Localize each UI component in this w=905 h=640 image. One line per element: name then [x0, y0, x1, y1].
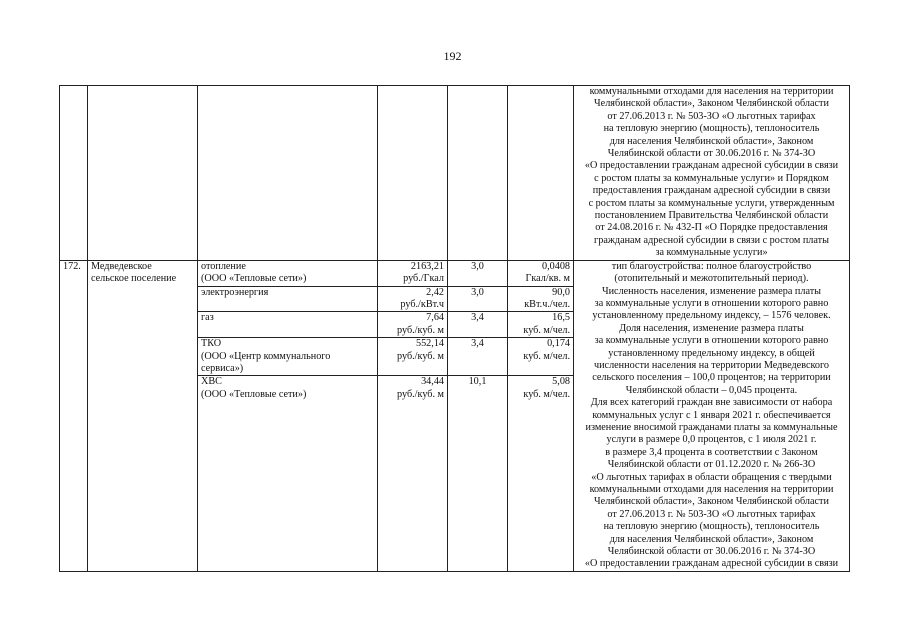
cell-percent: 3,0 — [448, 286, 508, 312]
cell-tariff: 2163,21 руб./Гкал — [378, 260, 448, 286]
cell-service-name: ТКО (ООО «Центр коммунального сервиса») — [198, 338, 378, 376]
cell-service-name: отопление (ООО «Тепловые сети») — [198, 260, 378, 286]
tariff-table — [59, 85, 850, 572]
cell-percent: 3,0 — [448, 260, 508, 286]
cell-percent: 10,1 — [448, 376, 508, 572]
cell-norm: 0,174 куб. м/чел. — [508, 338, 574, 376]
cell-settlement-empty — [88, 86, 198, 261]
cell-description: тип благоустройства: полное благоустройство (отопительный и межотопительный период). Численность населения, изменение размера платы за коммунальные услуги в отношении которого равно установленному предельному индексу, – 1576 человек. Доля населения, изменение размера платы за коммунальные услуги в отношении которого равно установленному предельному индексу, в общей численности населения на территории Медведевского сельского поселения – 100,0 процентов; на территории Челябинской области – 0,045 процента. Для всех категорий граждан вне зависимости от набора коммунальных услуг с 1 января 2021 г. обеспечивается изменение вносимой гражданами платы за коммунальные услуги в размере 0,0 процентов, с 1 июля 2021 г. в размере 3,4 процента в соответствии с Законом Челябинской области от 01.12.2020 г. № 266-ЗО «О льготных тарифах в области обращения с твердыми коммунальными отходами для населения на территории Челябинской области», Законом Челябинской области от 27.06.2013 г. № 503-ЗО «О льготных тарифах на тепловую энергию (мощность), теплоноситель для населения Челябинской области», Законом Челябинской области от 30.06.2016 г. № 374-ЗО «О предоставлении гражданам адресной субсидии в связи — [574, 260, 850, 572]
cell-percent-empty — [448, 86, 508, 261]
cell-norm: 0,0408 Гкал/кв. м — [508, 260, 574, 286]
cell-tariff: 552,14 руб./куб. м — [378, 338, 448, 376]
cell-tariff: 2,42 руб./кВт.ч — [378, 286, 448, 312]
cell-settlement-name: Медведевское сельское поселение — [88, 260, 198, 572]
table-row-continuation — [60, 86, 850, 261]
cell-description-continuation: коммунальными отходами для населения на территории Челябинской области», Законом Челябинской области от 27.06.2013 г. № 503-ЗО «О льготных тарифах на тепловую энергию (мощность), теплоноситель для населения Челябинской области», Законом Челябинской области от 30.06.2016 г. № 374-ЗО «О предоставлении гражданам адресной субсидии в связи с ростом платы за коммунальные услуги» и Порядком предоставления гражданам адресной субсидии в связи с ростом платы за коммунальные услуги, утвержденным постановлением Правительства Челябинской области от 24.08.2016 г. № 432-П «О Порядке предоставления гражданам адресной субсидии в связи с ростом платы за коммунальные услуги» — [574, 86, 850, 261]
cell-percent: 3,4 — [448, 338, 508, 376]
cell-row-index: 172. — [60, 260, 88, 572]
cell-tariff: 34,44 руб./куб. м — [378, 376, 448, 572]
cell-service-name: электроэнергия — [198, 286, 378, 312]
table-row-172-first — [60, 260, 850, 286]
cell-tariff: 7,64 руб./куб. м — [378, 312, 448, 338]
page-number: 192 — [443, 49, 462, 63]
cell-norm: 90,0 кВт.ч./чел. — [508, 286, 574, 312]
cell-tariff-empty — [378, 86, 448, 261]
cell-percent: 3,4 — [448, 312, 508, 338]
cell-norm-empty — [508, 86, 574, 261]
cell-service-empty — [198, 86, 378, 261]
cell-service-name: газ — [198, 312, 378, 338]
cell-norm: 16,5 куб. м/чел. — [508, 312, 574, 338]
cell-index-empty — [60, 86, 88, 261]
cell-norm: 5,08 куб. м/чел. — [508, 376, 574, 572]
cell-service-name: ХВС (ООО «Тепловые сети») — [198, 376, 378, 572]
